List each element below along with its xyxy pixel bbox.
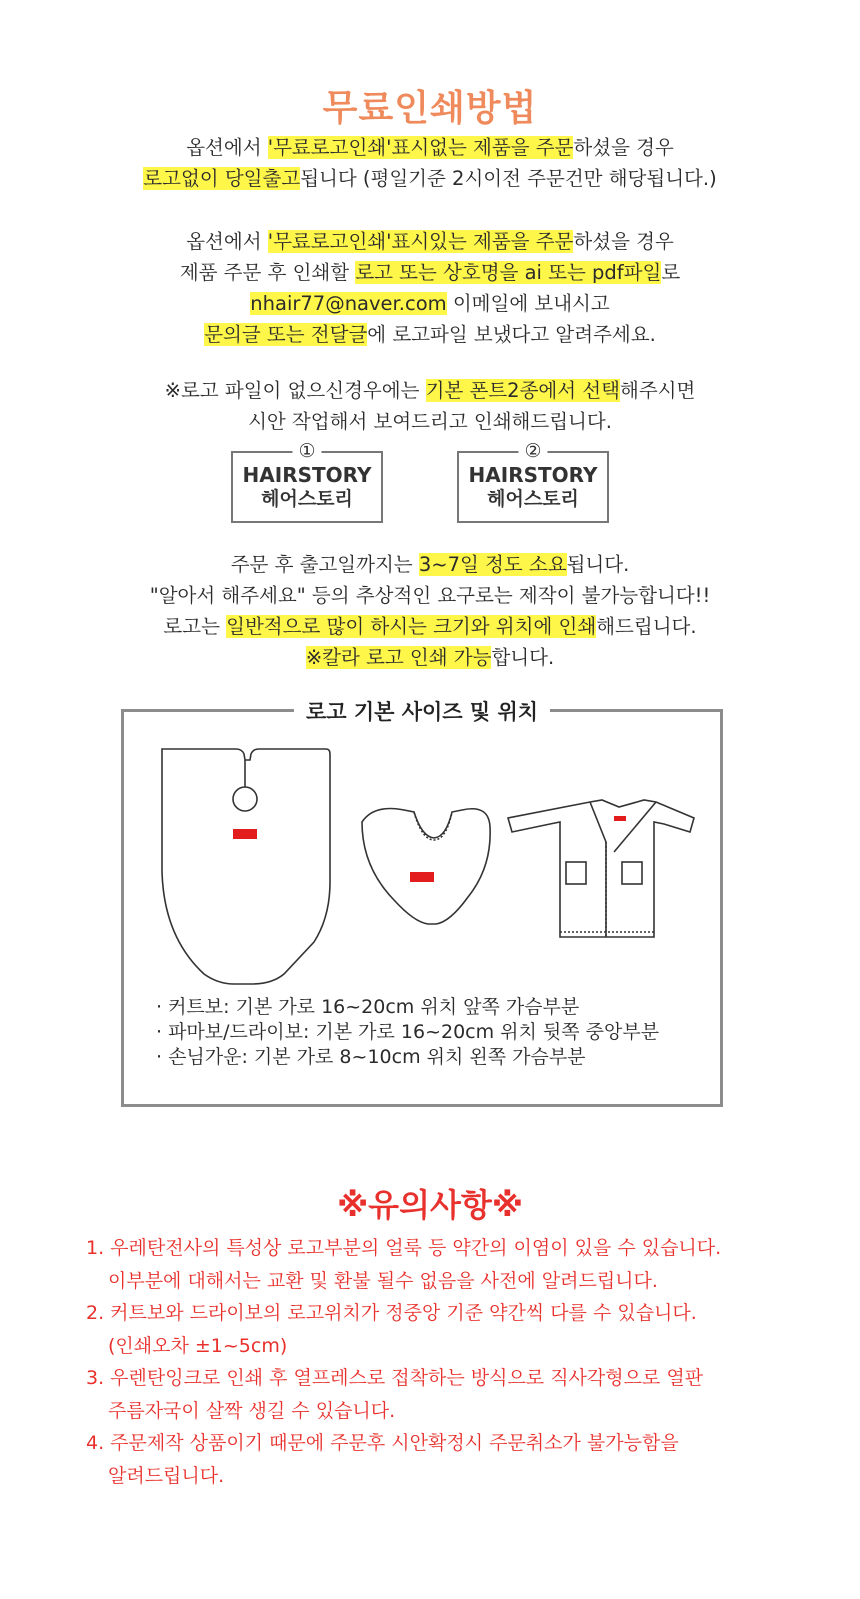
caution-item: 2. 커트보와 드라이보의 로고위치가 정중앙 기준 약간씩 다를 수 있습니다. [86,1302,697,1324]
info-line [0,257,860,288]
list-item: · 파마보/드라이보: 기본 가로 16~20cm 위치 뒷쪽 중앙부분 [156,1021,660,1043]
info-line [0,375,860,406]
list-item: · 손님가운: 기본 가로 8~10cm 위치 왼쪽 가슴부분 [156,1046,586,1068]
text: 하셨을 경우 [573,230,674,253]
caution-item-cont: 이부분에 대해서는 교환 및 환불 될수 없음을 사전에 알려드립니다. [108,1269,658,1292]
highlight-text: 3~7일 정도 소요 [418,553,567,576]
highlight-text: 로고없이 당일출고 [143,167,301,190]
info-line [0,319,860,350]
size-list [156,995,659,1070]
logo-position-mark [233,829,257,839]
caution-item: 4. 주문제작 상품이기 때문에 주문후 시안확정시 주문취소가 불가능함을 [86,1432,679,1454]
font-sample-en: HAIRSTORY [468,463,598,487]
list-item: · 커트보: 기본 가로 16~20cm 위치 앞쪽 가슴부분 [156,996,580,1018]
info-line: 시안 작업해서 보여드리고 인쇄해드립니다. [248,410,612,433]
caution-item-cont: 알려드립니다. [108,1464,225,1487]
info-line [0,549,860,580]
font-option-2 [457,440,609,523]
no-logo-file-info [0,375,860,437]
caution-list [86,1232,721,1492]
no-logo-info [0,132,860,194]
garment-illustrations [124,732,720,1012]
logo-position-mark [614,816,626,821]
font-sample-ko: 헤어스토리 [261,488,353,510]
text: 해주시면 [619,379,696,402]
email-text: nhair77@naver.com [250,292,447,315]
info-line [0,132,860,163]
text: 로고는 [163,615,227,638]
text: 합니다. [491,646,555,669]
size-section-title: 로고 기본 사이즈 및 위치 [294,696,550,726]
info-line: "알아서 해주세요" 등의 추상적인 요구로는 제작이 불가능합니다!! [149,584,711,607]
text: ※로고 파일이 없으신경우에는 [164,379,426,402]
logo-size-box [121,700,723,1107]
text: 옵션에서 [186,230,268,253]
page-title: 무료인쇄방법 [322,88,538,129]
caution-item: 3. 우렌탄잉크로 인쇄 후 열프레스로 접착하는 방식으로 직사각형으로 열판 [86,1367,704,1389]
production-info [0,549,860,673]
text: 옵션에서 [186,136,268,159]
font-option-number: ② [518,440,547,462]
highlight-text: 로고 또는 상호명을 ai 또는 pdf파일 [355,261,662,284]
info-line [0,611,860,642]
font-option-1 [231,440,383,523]
highlight-text: 일반적으로 많이 하시는 크기와 위치에 인쇄 [226,615,597,638]
info-line [0,163,860,194]
text: 이메일에 보내시고 [446,292,610,315]
highlight-text: '무료로고인쇄'표시없는 제품을 주문 [267,136,574,159]
logo-position-mark [410,872,434,882]
text: 해드립니다. [596,615,697,638]
caution-item-cont: (인쇄오차 ±1~5cm) [108,1334,288,1357]
text: 하셨을 경우 [573,136,674,159]
info-line [0,226,860,257]
caution-item: 1. 우레탄전사의 특성상 로고부분의 얼룩 등 약간의 이염이 있을 수 있습니다. [86,1237,722,1259]
caution-title: ※유의사항※ [337,1186,523,1224]
highlight-text: ※칼라 로고 인쇄 가능 [305,646,492,669]
font-option-number: ① [292,440,321,462]
text: 주문 후 출고일까지는 [230,553,419,576]
highlight-text: 문의글 또는 전달글 [204,323,368,346]
text: 됩니다. [566,553,630,576]
customer-gown-illustration [508,800,694,937]
highlight-text: 기본 폰트2종에서 선택 [425,379,620,402]
drying-cape-illustration [362,809,490,925]
logo-order-info [0,226,860,350]
font-sample-en: HAIRSTORY [242,463,372,487]
cutting-cape-illustration [162,749,330,984]
text: 에 로고파일 보냈다고 알려주세요. [367,323,656,346]
info-line [0,288,860,319]
font-sample-ko: 헤어스토리 [487,488,579,510]
caution-item-cont: 주름자국이 살짝 생길 수 있습니다. [108,1399,396,1422]
info-line [0,642,860,673]
text: 됩니다 (평일기준 2시이전 주문건만 해당됩니다.) [300,167,717,190]
text: 제품 주문 후 인쇄할 [179,261,356,284]
highlight-text: '무료로고인쇄'표시있는 제품을 주문 [267,230,574,253]
text: 로 [661,261,681,284]
